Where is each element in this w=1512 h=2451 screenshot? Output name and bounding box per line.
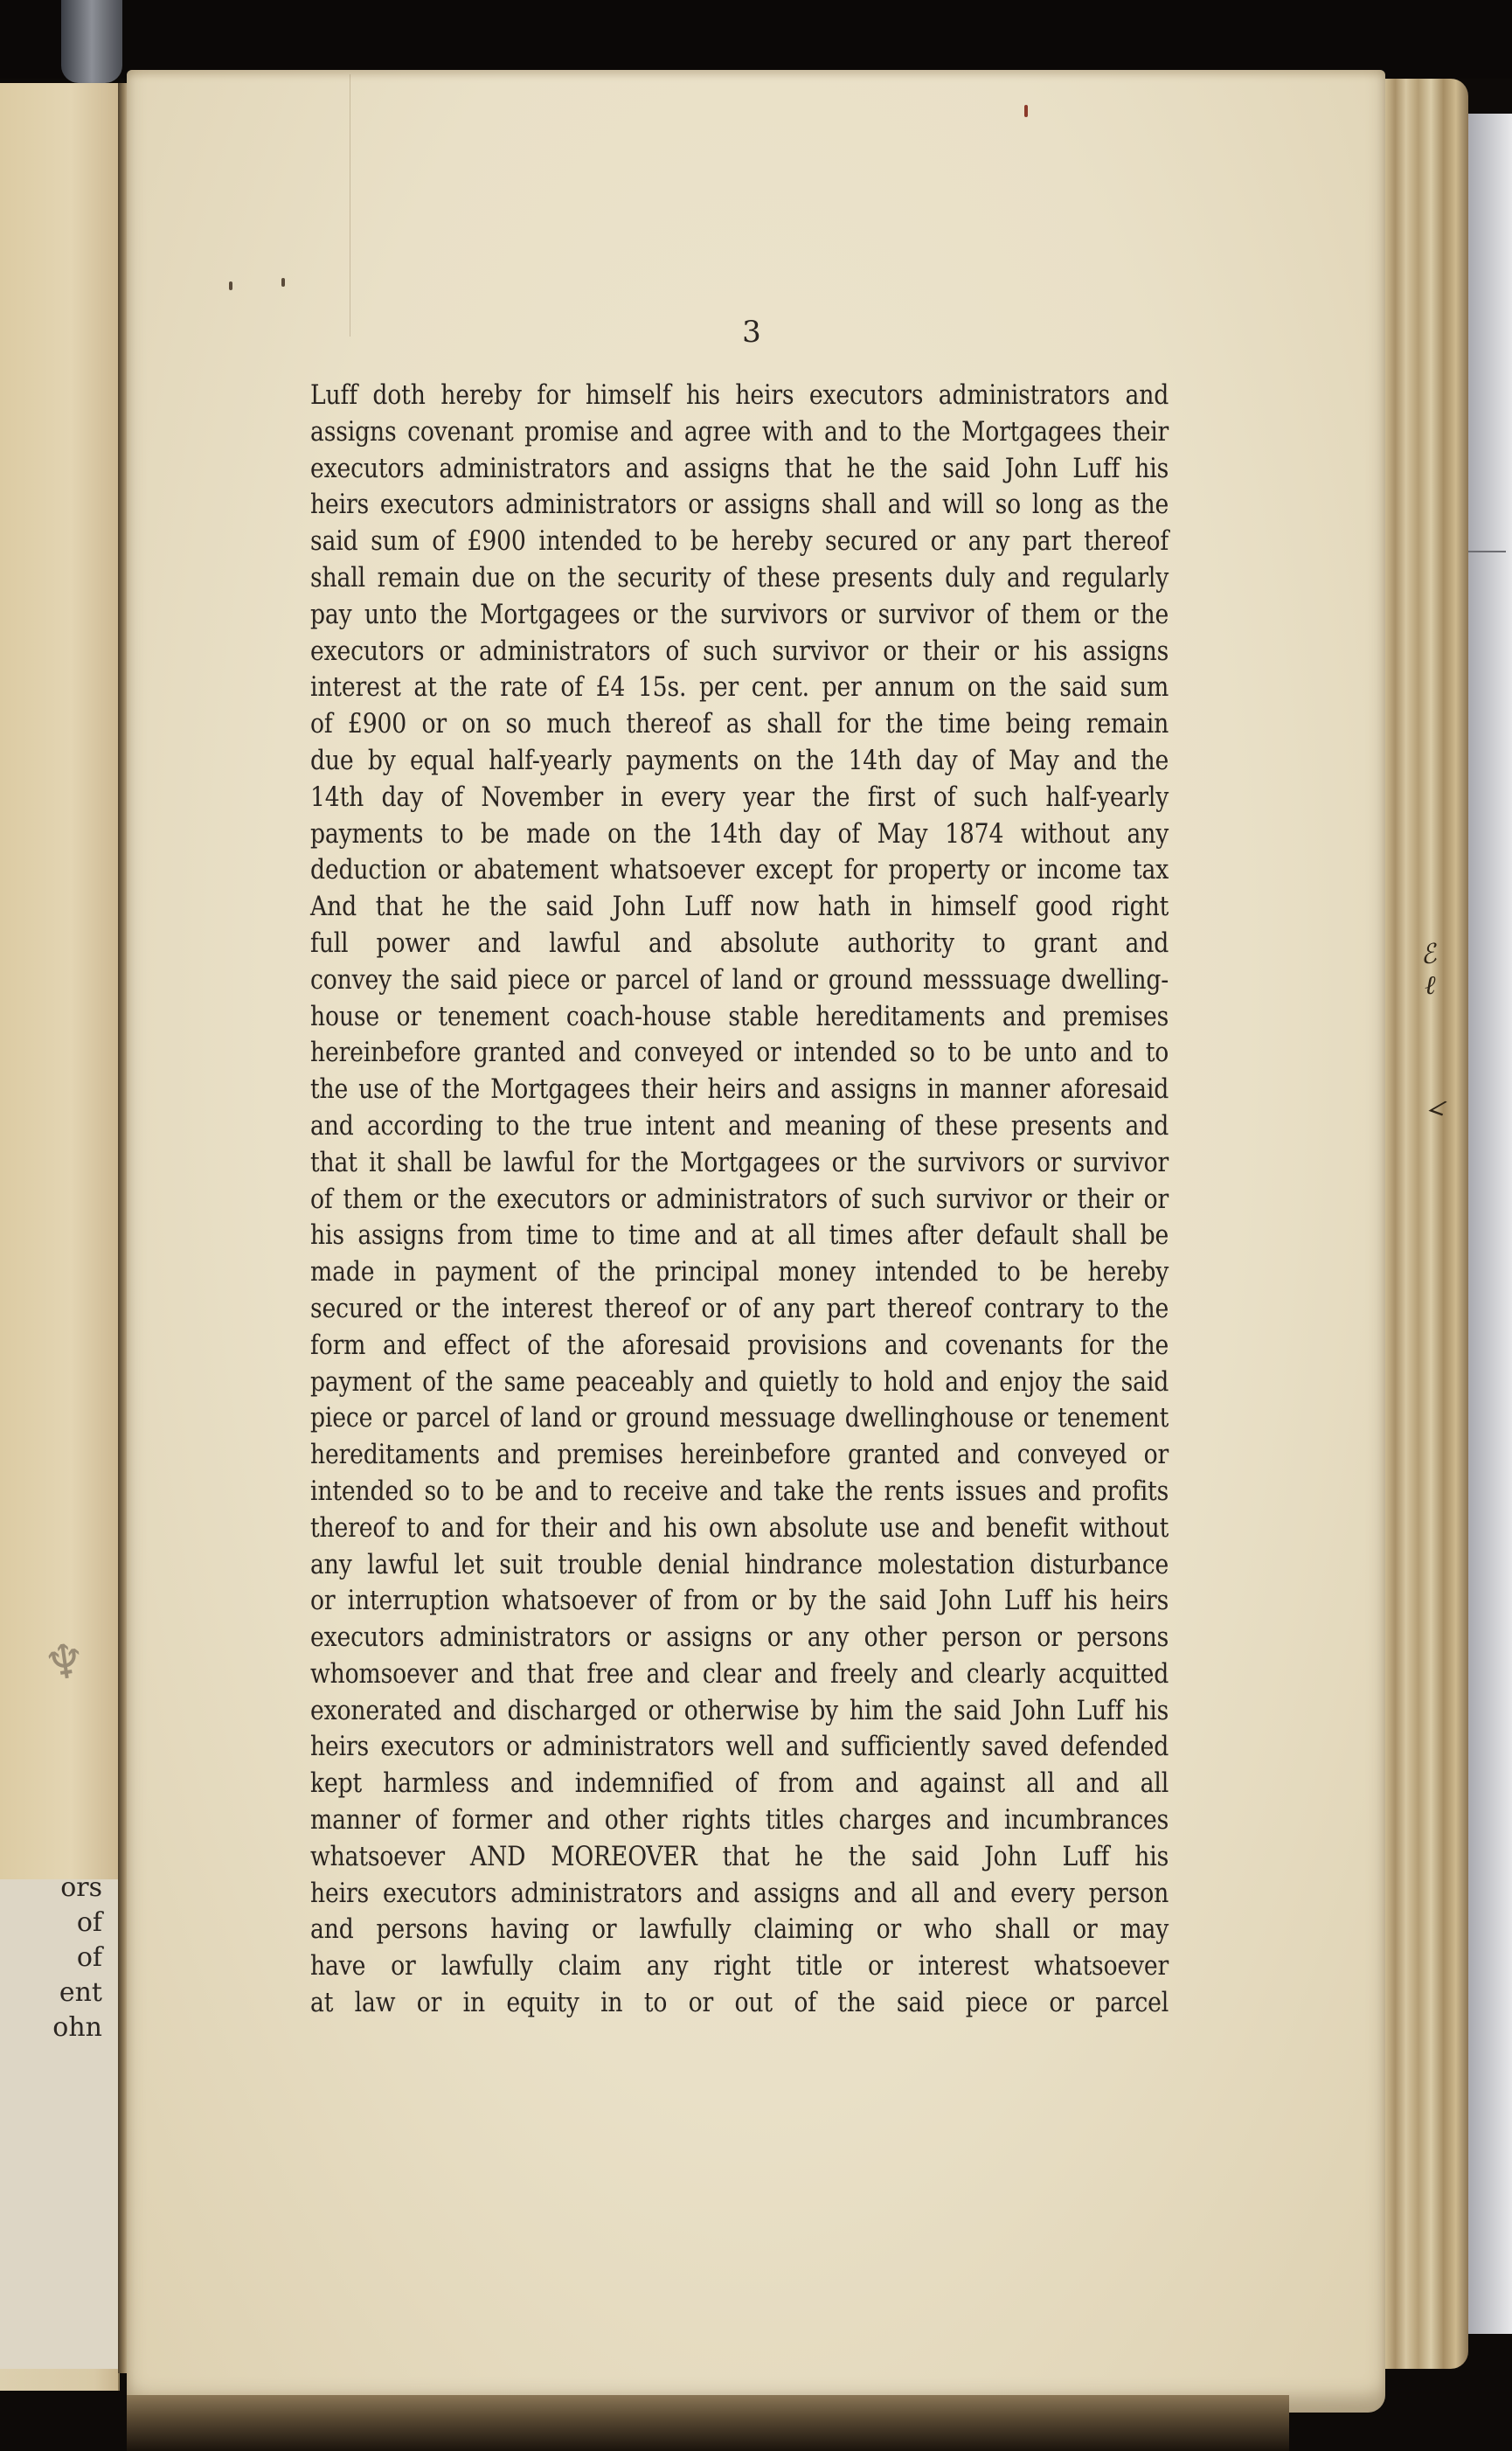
text-line: deduction or abatement whatsoever except for property or income tax — [310, 854, 1169, 886]
paper-speck — [1024, 105, 1028, 117]
text-line: pay unto the Mortgagees or the survivors or survivor of them or the — [310, 598, 1169, 630]
text-line: and persons having or lawfully claiming or who shall or may — [310, 1913, 1169, 1946]
text-line: form and effect of the aforesaid provisions and covenants for the — [310, 1329, 1169, 1361]
text-line: And that he the said John Luff now hath in himself good right — [310, 891, 1169, 923]
right-page-strip — [1468, 114, 1512, 2334]
text-line: 14th day of November in every year the first of such half-yearly — [310, 781, 1169, 813]
left-fragment-text: ors — [60, 1872, 102, 1903]
text-line: whomsoever and that free and clear and freely and clearly acquitted — [310, 1657, 1169, 1690]
text-line: any lawful let suit trouble denial hindrance molestation disturbance — [310, 1548, 1169, 1580]
text-line: interest at the rate of £4 15s. per cent. per annum on the said sum — [310, 671, 1169, 704]
text-line: manner of former and other rights titles charges and incumbrances — [310, 1804, 1169, 1837]
text-line: heirs executors administrators and assigns and all and every person — [310, 1877, 1169, 1909]
text-line: the use of the Mortgagees their heirs and assigns in manner aforesaid — [310, 1073, 1169, 1106]
text-line: hereditaments and premises hereinbefore granted and conveyed or — [310, 1439, 1169, 1471]
text-line: secured or the interest thereof or of any part thereof contrary to the — [310, 1292, 1169, 1324]
text-line: that it shall be lawful for the Mortgagees or the survivors or survivor — [310, 1146, 1169, 1178]
text-line: intended so to be and to receive and take the rents issues and profits — [310, 1475, 1169, 1507]
text-line: his assigns from time to time and at all times after default shall be — [310, 1219, 1169, 1252]
paper-speck — [281, 278, 285, 287]
text-line: assigns covenant promise and agree with and to the Mortgagees their — [310, 415, 1169, 448]
dark-background — [0, 0, 1512, 79]
text-line: and according to the true intent and meaning of these presents and — [310, 1109, 1169, 1142]
page-stack-edge — [1385, 79, 1468, 2369]
document-body — [310, 378, 1169, 2022]
handwritten-mark-icon: ♆ — [39, 1631, 90, 1693]
text-line: made in payment of the principal money intended to be hereby — [310, 1256, 1169, 1288]
binding-strap — [61, 0, 122, 83]
page-bottom-edge — [127, 2395, 1289, 2451]
left-fragment-text: of — [76, 1942, 102, 1973]
text-line: payment of the same peaceably and quietly to hold and enjoy the said — [310, 1365, 1169, 1398]
text-line: full power and lawful and absolute authority to grant and — [310, 927, 1169, 959]
text-line: of £900 or on so much thereof as shall for the time being remain — [310, 708, 1169, 740]
text-line: heirs executors administrators or assigns shall and will so long as the — [310, 489, 1169, 521]
text-line: Luff doth hereby for himself his heirs executors administrators and — [310, 379, 1169, 411]
handwritten-margin-mark-icon: ℰ — [1418, 938, 1439, 972]
left-page-tab — [0, 83, 118, 1885]
text-line: exonerated and discharged or otherwise by him the said John Luff his — [310, 1694, 1169, 1726]
left-fragment-text: of — [76, 1907, 102, 1938]
text-line: executors administrators and assigns that he the said John Luff his — [310, 452, 1169, 484]
text-line: or interruption whatsoever of from or by the said John Luff his heirs — [310, 1585, 1169, 1617]
text-line: payments to be made on the 14th day of May 1874 without any — [310, 817, 1169, 850]
text-line: house or tenement coach-house stable hereditaments and premises — [310, 1000, 1169, 1032]
left-fragment-text: ent — [59, 1977, 102, 2008]
text-line: of them or the executors or administrators of such survivor or their or — [310, 1183, 1169, 1215]
text-line: due by equal half-yearly payments on the 14th day of May and the — [310, 744, 1169, 776]
text-line: piece or parcel of land or ground messuage dwellinghouse or tenement — [310, 1402, 1169, 1434]
right-strip-rule — [1468, 551, 1506, 552]
text-line: executors administrators or assigns or any other person or persons — [310, 1621, 1169, 1654]
text-line: said sum of £900 intended to be hereby secured or any part thereof — [310, 525, 1169, 558]
handwritten-margin-mark-icon: ℓ — [1425, 970, 1436, 1001]
text-line: heirs executors or administrators well and sufficiently saved defended — [310, 1731, 1169, 1763]
text-line: thereof to and for their and his own absolute use and benefit without — [310, 1511, 1169, 1544]
left-page-fragment — [0, 1872, 118, 2369]
text-line: convey the said piece or parcel of land or ground messsuage dwelling- — [310, 963, 1169, 996]
text-line: shall remain due on the security of these presents duly and regularly — [310, 561, 1169, 594]
text-line: hereinbefore granted and conveyed or intended so to be unto and to — [310, 1037, 1169, 1069]
text-line: whatsoever AND MOREOVER that he the said John Luff his — [310, 1840, 1169, 1872]
left-fragment-text: ohn — [52, 2012, 102, 2043]
paper-speck — [229, 281, 232, 290]
handwritten-margin-mark-icon: ∠ — [1421, 1089, 1453, 1127]
text-line: executors or administrators of such survivor or their or his assigns — [310, 635, 1169, 667]
page-number: 3 — [742, 315, 761, 350]
text-line: have or lawfully claim any right title or interest whatsoever — [310, 1950, 1169, 1982]
text-line: kept harmless and indemnified of from and against all and all — [310, 1767, 1169, 1800]
text-line: at law or in equity in to or out of the said piece or parcel — [310, 1987, 1169, 2019]
